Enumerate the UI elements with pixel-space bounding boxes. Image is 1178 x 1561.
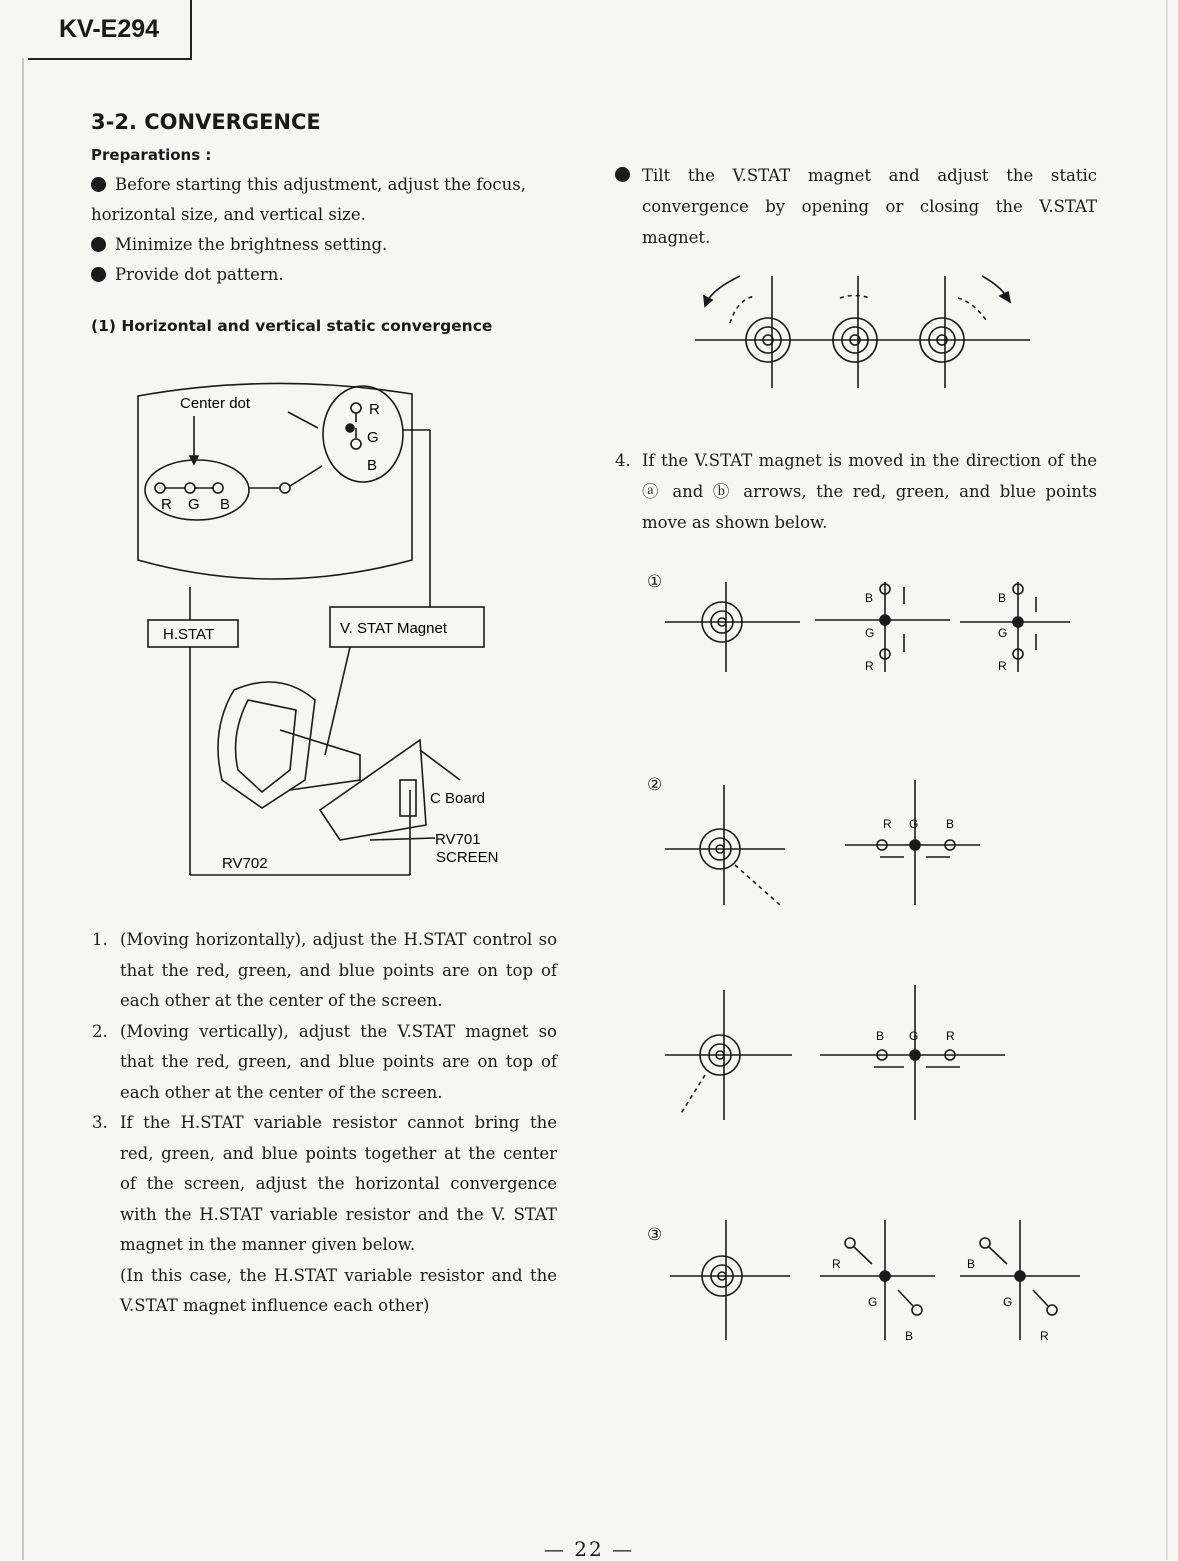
svg-text:R: R [998,659,1007,673]
svg-text:B: B [998,591,1007,605]
label-g: G [367,429,379,446]
dot-label-g: G [188,496,200,513]
svg-text:G: G [909,817,919,831]
screen-label: SCREEN [436,849,499,866]
case-2-diagram [660,765,1080,1125]
margin-rule-right [1166,0,1168,1560]
convergence-diagram [130,370,510,885]
page-number: — 22 — [543,1537,635,1561]
bullet-icon [615,167,630,182]
dot-label-b: B [220,496,231,513]
case-3-label: ③ [647,1225,663,1245]
section-title: 3-2. CONVERGENCE [91,110,321,134]
svg-text:B: B [865,591,874,605]
svg-text:G: G [998,626,1008,640]
svg-text:G: G [865,626,875,640]
step-1: 1. (Moving horizontally), adjust the H.STAT control so that the red, green, and blue points are on top of each other at the center of the screen. [92,930,557,1010]
svg-text:G: G [868,1295,878,1309]
rv702-label: RV702 [222,855,268,872]
svg-text:R: R [832,1257,841,1271]
svg-text:B: B [967,1257,976,1271]
preparations-label: Preparations : [91,146,212,164]
bullet-icon [91,177,106,192]
svg-text:G: G [1003,1295,1013,1309]
svg-text:R: R [883,817,892,831]
tilt-instruction: Tilt the V.STAT magnet and adjust the static convergence by opening or closing the V.STAT magnet. [615,160,1097,253]
label-r: R [369,401,380,418]
svg-text:R: R [865,659,874,673]
margin-rule [22,58,24,1560]
svg-text:G: G [909,1029,919,1043]
c-board-label: C Board [430,790,486,807]
svg-text:B: B [946,817,955,831]
step-3: 3. If the H.STAT variable resistor cannot bring the red, green, and blue points together at the center of the screen, adjust the horizontal convergence with the H.STAT variable resistor and the V. STAT magnet in the manner given below. [92,1113,557,1254]
svg-text:R: R [946,1029,955,1043]
label-b: B [367,457,378,474]
bullet-icon [91,237,106,252]
step-4: 4. If the V.STAT magnet is moved in the direction of the ⓐ and ⓑ arrows, the red, green, and blue points move as shown below. [615,451,1097,532]
svg-text:B: B [905,1329,914,1343]
svg-text:R: R [1040,1329,1049,1343]
rv701-label: RV701 [435,831,481,848]
prep-item-3: Provide dot pattern. [91,260,561,290]
center-dot-label: Center dot [180,395,251,412]
svg-text:B: B [876,1029,885,1043]
step-2: 2. (Moving vertically), adjust the V.STAT magnet so that the red, green, and blue points are on top of each other at the center of the screen. [92,1021,557,1102]
case-1-label: ① [647,572,663,592]
vstat-magnet-label: V. STAT Magnet [340,620,447,637]
prep-item: Before starting this adjustment, adjust the focus, horizontal size, and vertical size. [91,175,527,224]
case-1-diagram [660,562,1080,674]
preparations-list [91,170,561,230]
bullet-icon [91,267,106,282]
dot-label-r: R [161,496,172,513]
model-label: KV-E294 [28,0,192,60]
subsection-title: (1) Horizontal and vertical static convergence [91,317,493,335]
step-3-note: (In this case, the H.STAT variable resistor and the V.STAT magnet influence each other) [120,1265,557,1315]
magnet-tilt-diagram [690,268,1040,393]
case-2-label: ② [647,775,663,795]
steps-list [92,925,557,1322]
prep-item-2: Minimize the brightness setting. [91,230,561,260]
hstat-label: H.STAT [163,626,215,643]
case-3-diagram [660,1210,1080,1345]
